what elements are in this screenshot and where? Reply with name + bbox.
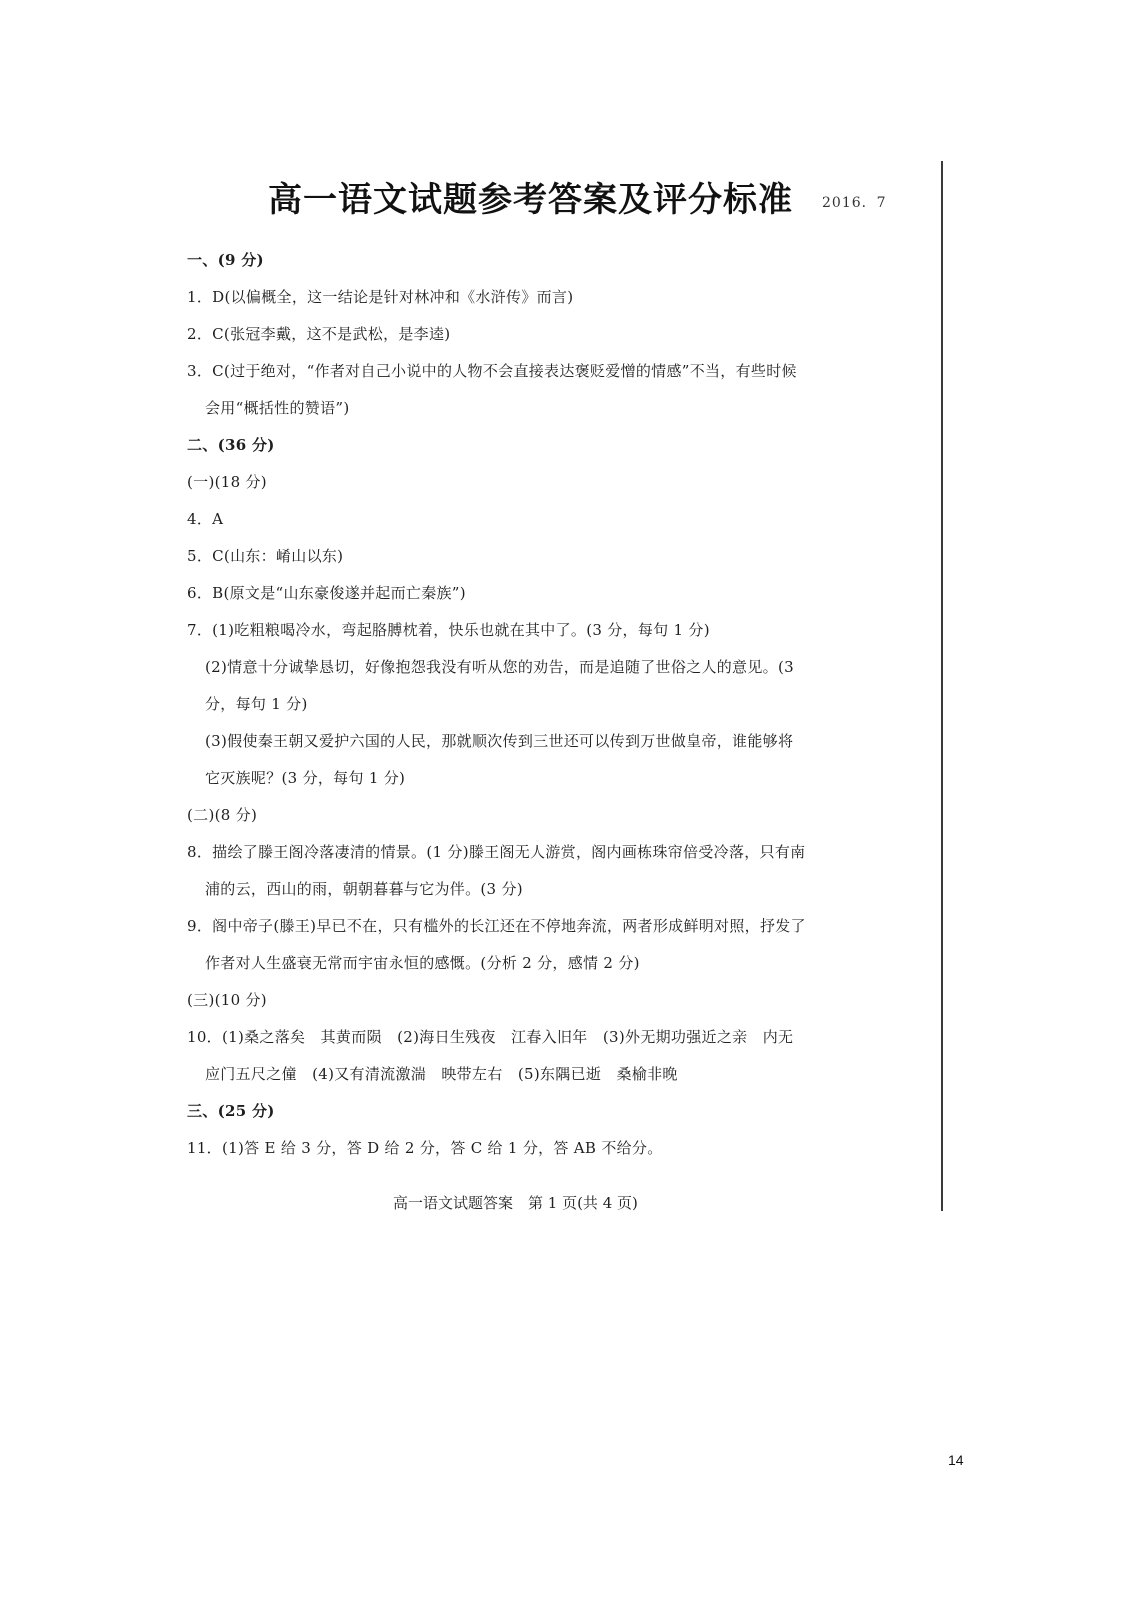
answer-line: 3．C(过于绝对，“作者对自己小说中的人物不会直接表达褒贬爱憎的情感”不当，有些时候 bbox=[187, 362, 797, 380]
document-title: 高一语文试题参考答案及评分标准 bbox=[268, 180, 793, 220]
section-heading: 一、(9 分) bbox=[187, 251, 264, 269]
margin-rule bbox=[941, 161, 943, 1211]
answer-line-continued: 会用“概括性的赞语”) bbox=[205, 399, 350, 417]
answer-line: 9．阁中帝子(滕王)早已不在，只有槛外的长江还在不停地奔流，两者形成鲜明对照，抒发了 bbox=[187, 917, 806, 935]
page-footer: 高一语文试题答案 第 1 页(共 4 页) bbox=[393, 1194, 638, 1212]
answer-line: 4．A bbox=[187, 510, 224, 528]
answer-line: (3)假使秦王朝又爱护六国的人民，那就顺次传到三世还可以传到万世做皇帝，谁能够将 bbox=[205, 732, 794, 750]
answer-line-continued: 应门五尺之僮 (4)又有清流激湍 映带左右 (5)东隅已逝 桑榆非晚 bbox=[205, 1065, 678, 1083]
answer-line: 6．B(原文是“山东豪俊遂并起而亡秦族”) bbox=[187, 584, 466, 602]
answer-line-continued: 分，每句 1 分) bbox=[205, 695, 308, 713]
answer-line: (2)情意十分诚挚恳切，好像抱怨我没有听从您的劝告，而是追随了世俗之人的意见。(3 bbox=[205, 658, 794, 676]
page-number: 14 bbox=[948, 1452, 964, 1468]
section-heading: 三、(25 分) bbox=[187, 1102, 275, 1120]
answer-line: 7．(1)吃粗粮喝冷水，弯起胳膊枕着，快乐也就在其中了。(3 分，每句 1 分) bbox=[187, 621, 710, 639]
answer-line: 8．描绘了滕王阁冷落凄清的情景。(1 分)滕王阁无人游赏，阁内画栋珠帘倍受冷落，只有南 bbox=[187, 843, 806, 861]
answer-line-continued: 作者对人生盛衰无常而宇宙永恒的感慨。(分析 2 分，感情 2 分) bbox=[205, 954, 640, 972]
subsection-heading: (二)(8 分) bbox=[187, 806, 258, 824]
subsection-heading: (三)(10 分) bbox=[187, 991, 267, 1009]
section-heading: 二、(36 分) bbox=[187, 436, 275, 454]
answer-line: 1．D(以偏概全，这一结论是针对林冲和《水浒传》而言) bbox=[187, 288, 574, 306]
subsection-heading: (一)(18 分) bbox=[187, 473, 267, 491]
answer-line: 10．(1)桑之落矣 其黄而陨 (2)海日生残夜 江春入旧年 (3)外无期功强近之亲 内无 bbox=[187, 1028, 794, 1046]
title-row bbox=[0, 172, 941, 232]
answer-line-continued: 它灭族呢？(3 分，每句 1 分) bbox=[205, 769, 406, 787]
answer-line: 2．C(张冠李戴，这不是武松，是李逵) bbox=[187, 325, 451, 343]
answer-line-continued: 浦的云，西山的雨，朝朝暮暮与它为伴。(3 分) bbox=[205, 880, 523, 898]
answer-line: 11．(1)答 E 给 3 分，答 D 给 2 分，答 C 给 1 分，答 AB 不给分。 bbox=[187, 1139, 663, 1157]
document-date: 2016．7 bbox=[822, 195, 887, 211]
answer-line: 5．C(山东：崤山以东) bbox=[187, 547, 344, 565]
